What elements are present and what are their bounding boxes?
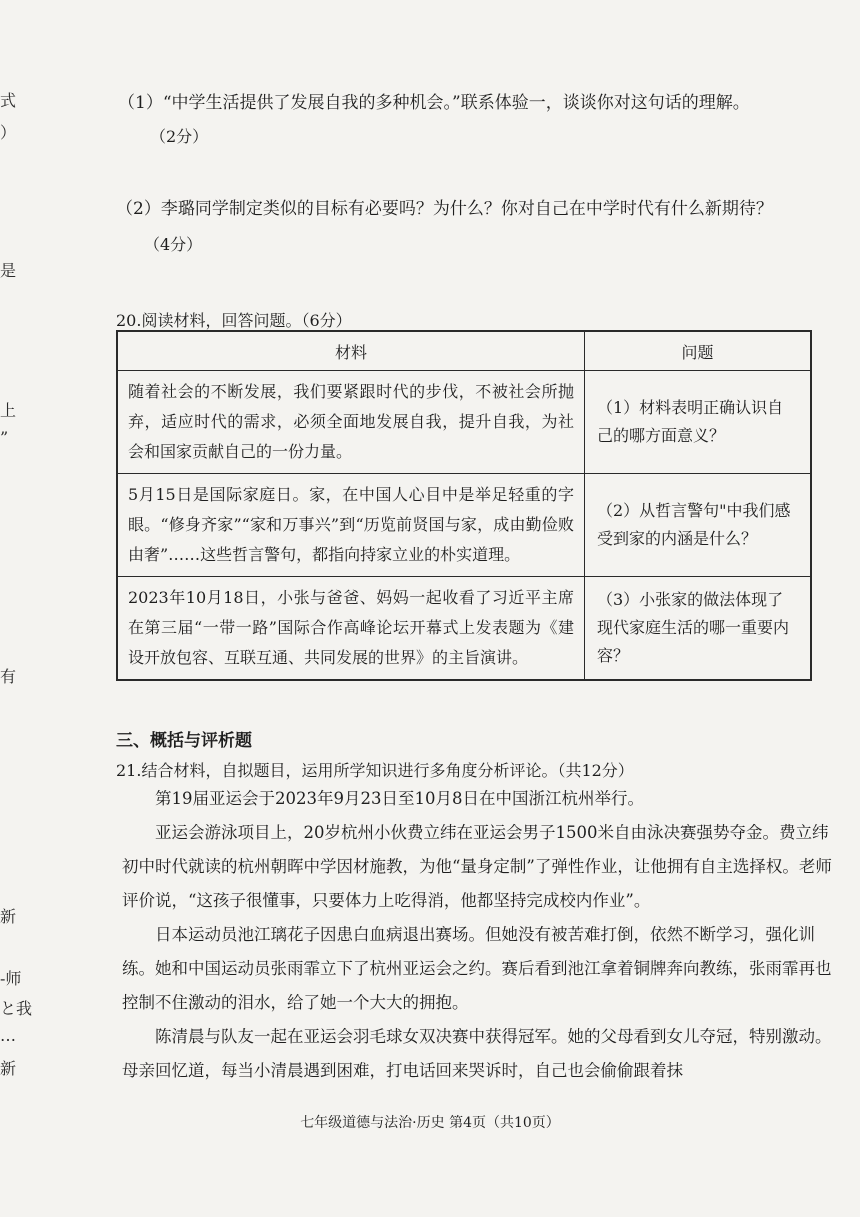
question-cell: （3）小张家的做法体现了现代家庭生活的哪一重要内容？ (585, 577, 812, 681)
margin-fragment: ） (0, 123, 17, 142)
paragraph: 第19届亚运会于2023年9月23日至10月8日在中国浙江杭州举行。 (155, 789, 644, 808)
q21-material (122, 782, 834, 1088)
margin-fragment: 新 (0, 1059, 17, 1078)
table-row (117, 371, 811, 474)
margin-fragment: 式 (0, 91, 17, 110)
margin-fragment: ” (0, 428, 9, 447)
q20-title: 20.阅读材料，回答问题。（6分） (116, 311, 352, 330)
question-cell: （1）材料表明正确认识自己的哪方面意义？ (585, 371, 812, 474)
margin-fragment: と我 (0, 999, 33, 1018)
margin-fragment: 有 (0, 667, 17, 686)
q19-part2-score: （4分） (144, 235, 203, 254)
q19-part2: （2）李璐同学制定类似的目标有必要吗？为什么？你对自己在中学时代有什么新期待？ (116, 199, 773, 219)
page-footer: 七年级道德与法治·历史 第4页（共10页） (300, 1115, 560, 1131)
margin-fragment: -师 (0, 969, 22, 988)
margin-fragment: 新 (0, 907, 17, 926)
paragraph: 日本运动员池江璃花子因患白血病退出赛场。但她没有被苦难打倒，依然不断学习，强化训练。她和中国运动员张雨霏立下了杭州亚运会之约。赛后看到池江拿着铜牌奔向教练，张雨霏再也控制不住激动的泪水，给了她一个大大的拥抱。 (122, 925, 832, 1012)
table-header-material: 材料 (117, 331, 585, 371)
margin-fragment: 上 (0, 401, 17, 420)
material-cell: 5月15日是国际家庭日。家，在中国人心目中是举足轻重的字眼。“修身齐家”“家和万事兴”到“历览前贤国与家，成由勤俭败由奢”……这些哲言警句，都指向持家立业的朴实道理。 (117, 474, 585, 577)
table-row (117, 577, 811, 681)
table-header-question: 问题 (585, 331, 812, 371)
table-row (117, 474, 811, 577)
q19-part1-score: （2分） (150, 127, 209, 146)
material-cell: 2023年10月18日，小张与爸爸、妈妈一起收看了习近平主席在第三届“一带一路”国际合作高峰论坛开幕式上发表题为《建设开放包容、互联互通、共同发展的世界》的主旨演讲。 (117, 577, 585, 681)
section-heading: 三、概括与评析题 (116, 731, 252, 751)
question-cell: （2）从哲言警句"中我们感受到家的内涵是什么？ (585, 474, 812, 577)
margin-fragment: … (0, 1026, 16, 1045)
paragraph: 陈清晨与队友一起在亚运会羽毛球女双决赛中获得冠军。她的父母看到女儿夺冠，特别激动。母亲回忆道，每当小清晨遇到困难，打电话回来哭诉时，自己也会偷偷跟着抹 (122, 1027, 832, 1080)
material-cell: 随着社会的不断发展，我们要紧跟时代的步伐，不被社会所抛弃，适应时代的需求，必须全面地发展自我，提升自我，为社会和国家贡献自己的一份力量。 (117, 371, 585, 474)
q20-material-table (116, 330, 812, 681)
q21-prompt: 21.结合材料，自拟题目，运用所学知识进行多角度分析评论。（共12分） (116, 761, 634, 780)
margin-fragment: 是 (0, 261, 17, 280)
q19-part1: （1）“中学生活提供了发展自我的多种机会。”联系体验一，谈谈你对这句话的理解。 (118, 93, 750, 113)
paragraph: 亚运会游泳项目上，20岁杭州小伙费立纬在亚运会男子1500米自由泳决赛强势夺金。费立纬初中时代就读的杭州朝晖中学因材施教，为他“量身定制”了弹性作业，让他拥有自主选择权。老师评价说，“这孩子很懂事，只要体力上吃得消，他都坚持完成校内作业”。 (122, 823, 832, 910)
